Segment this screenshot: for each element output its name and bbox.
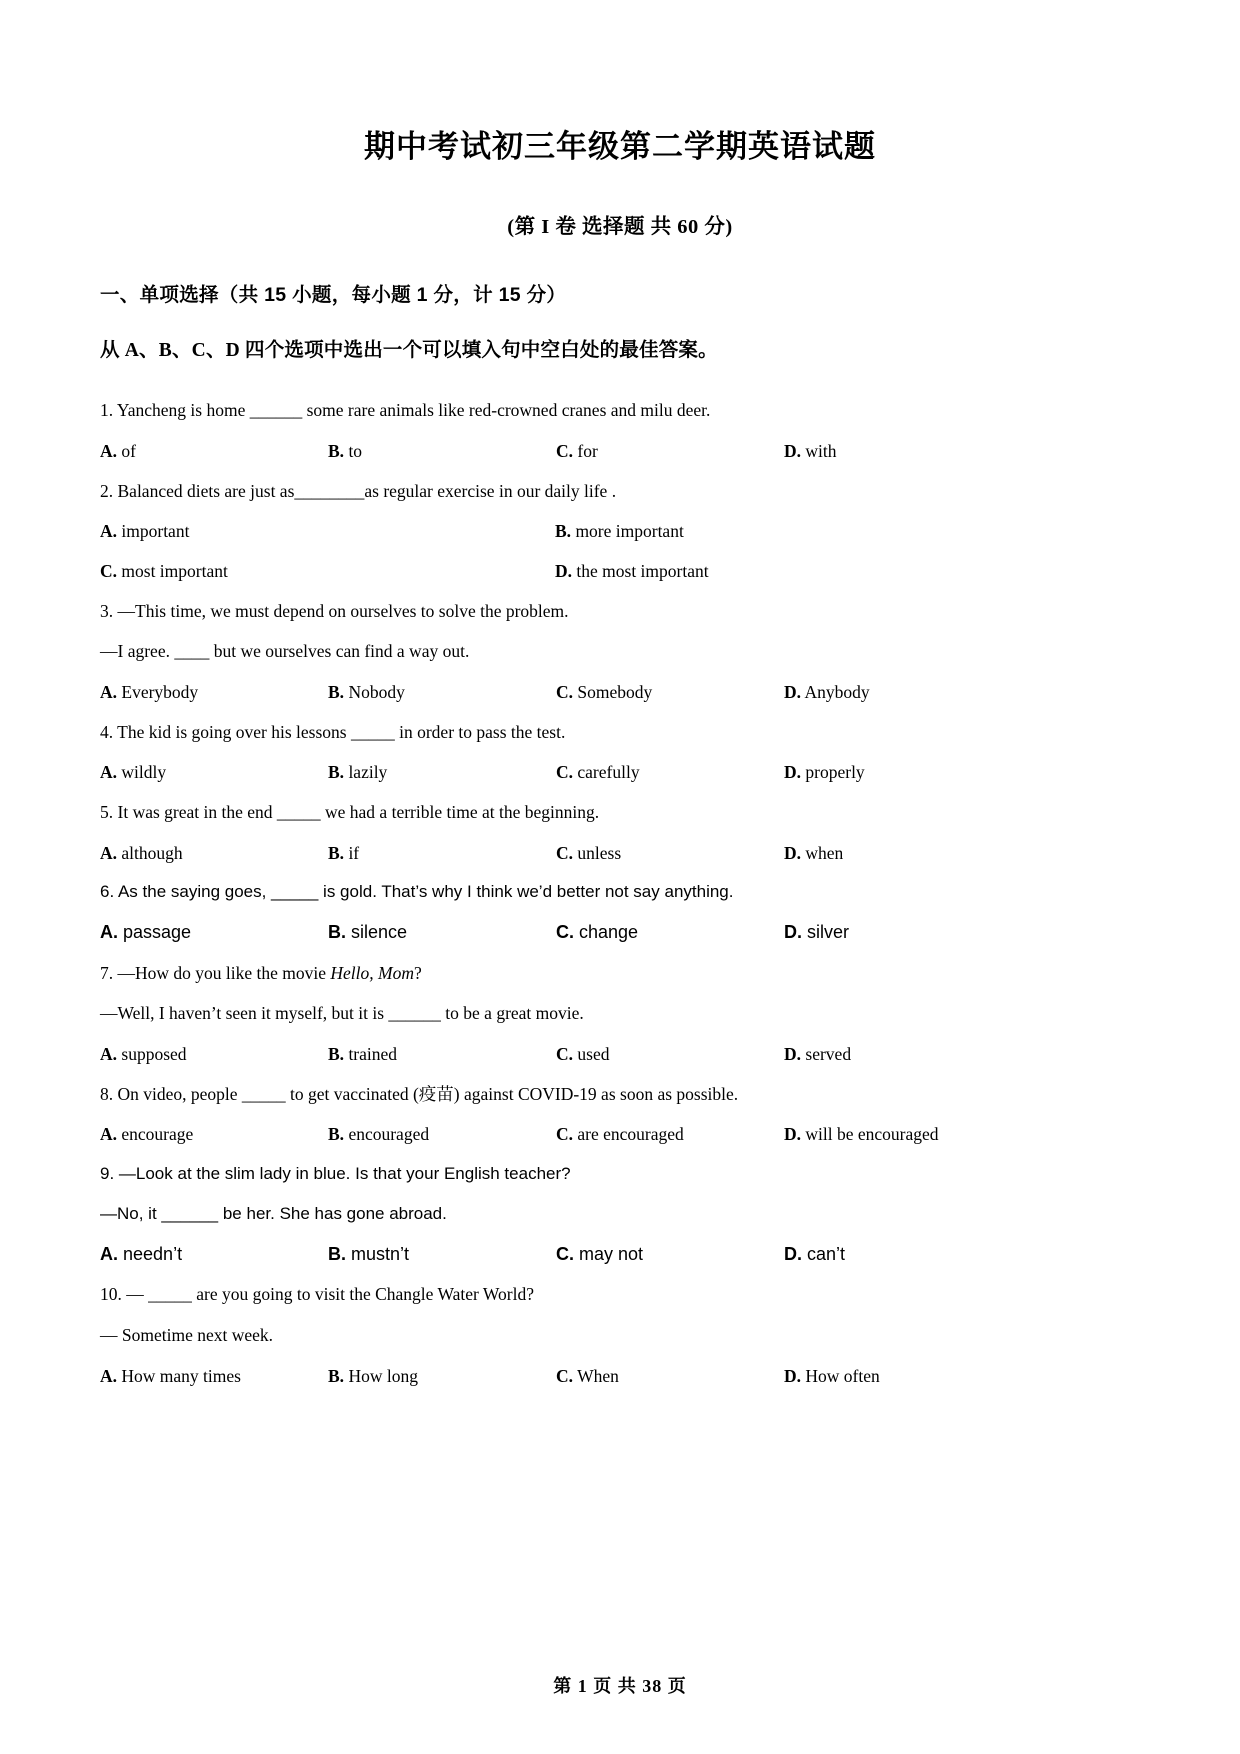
option-text: more important [575,521,684,542]
answer-option[interactable] [784,681,1012,704]
option-text: When [577,1365,619,1386]
question-stem-reply: —No, it ______ be her. She has gone abroad. [100,1204,447,1224]
question-stem: 3. —This time, we must depend on ourselves to solve the problem. [100,600,569,621]
option-row [100,423,1140,463]
option-letter: A. [100,1244,118,1265]
option-row [100,1106,1140,1146]
option-letter: B. [328,1244,346,1265]
answer-option[interactable] [556,440,784,463]
option-letter: D. [784,922,802,943]
movie-title-italic: Hello, Mom [330,962,414,983]
option-letter: D. [784,1365,802,1386]
option-letter: C. [556,1244,574,1265]
option-letter: B. [328,1044,345,1065]
answer-option[interactable] [100,761,328,784]
option-text: mustn’t [351,1244,410,1265]
option-letter: C. [556,762,574,783]
question-stem: 10. — _____ are you going to visit the Changle Water World? [100,1284,534,1305]
option-letter: A. [100,521,118,542]
option-letter: B. [328,440,345,461]
answer-option[interactable] [784,761,1012,784]
option-text: carefully [577,762,640,783]
question-stem: 4. The kid is going over his lessons _____ in order to pass the test. [100,721,566,742]
answer-option[interactable] [328,440,556,463]
option-text: silence [351,922,408,943]
option-letter: D. [784,762,802,783]
answer-option[interactable] [784,440,1012,463]
option-text: although [121,842,183,863]
answer-option[interactable] [784,921,1012,944]
option-text: How many times [121,1365,241,1386]
option-letter: A. [100,440,118,461]
answer-option[interactable] [555,560,1010,583]
option-text: needn’t [123,1244,183,1265]
question-stem: 6. As the saying goes, _____ is gold. That’s why I think we’d better not say anything. [100,882,734,902]
answer-option[interactable] [100,921,328,944]
option-letter: C. [556,842,574,863]
option-row [100,1026,1140,1066]
question-stem-reply: —Well, I haven’t seen it myself, but it is ______ to be a great movie. [100,1003,584,1024]
option-text: Anybody [804,681,870,702]
answer-option[interactable] [784,1123,1064,1146]
question-list [100,362,1140,1387]
option-text: most important [121,560,228,581]
question-stem-reply: —I agree. ____ but we ourselves can find a way out. [100,641,470,662]
answer-option[interactable] [555,520,1010,543]
answer-option[interactable] [100,1365,328,1388]
option-text: the most important [576,560,709,581]
answer-option[interactable] [100,1243,328,1266]
answer-option[interactable] [328,842,556,865]
question-stem: 9. —Look at the slim lady in blue. Is that your English teacher? [100,1164,571,1184]
option-letter: D. [784,1044,802,1065]
answer-option[interactable] [784,1365,1012,1388]
answer-option[interactable] [556,1123,784,1146]
option-text: Nobody [348,681,405,702]
option-letter: B. [328,681,345,702]
option-text: of [121,440,136,461]
option-text: to [348,440,363,461]
option-text: properly [805,762,865,783]
option-letter: D. [784,1244,802,1265]
option-text: passage [123,922,192,943]
question-stem: 5. It was great in the end _____ we had a terrible time at the beginning. [100,802,600,823]
option-letter: A. [100,1365,118,1386]
option-letter: B. [328,922,346,943]
option-text: are encouraged [577,1124,684,1145]
answer-option[interactable] [328,761,556,784]
option-letter: C. [556,681,574,702]
option-row [100,1348,1140,1388]
answer-option[interactable] [328,1123,556,1146]
option-text: will be encouraged [805,1124,939,1145]
option-letter: B. [328,842,345,863]
option-text: served [805,1044,852,1065]
answer-option[interactable] [784,842,1012,865]
page-title: 期中考试初三年级第二学期英语试题 [364,129,876,164]
answer-option[interactable] [100,681,328,704]
page-footer: 第 1 页 共 38 页 [553,1676,687,1696]
option-text: important [121,521,190,542]
option-text: encourage [121,1124,194,1145]
section-heading-multiple-choice: 一、单项选择（共 15 小题，每小题 1 分，计 15 分） [100,284,567,307]
option-row [100,744,1140,784]
option-letter: A. [100,922,118,943]
option-letter: B. [328,1365,345,1386]
option-text: silver [807,922,850,943]
option-text: Somebody [577,681,653,702]
option-text: Everybody [121,681,199,702]
option-text: How long [348,1365,418,1386]
option-text: encouraged [348,1124,430,1145]
option-letter: A. [100,1124,118,1145]
answer-option[interactable] [100,1123,328,1146]
option-letter: A. [100,681,118,702]
option-letter: C. [100,560,118,581]
paper-part-subtitle: (第 I 卷 选择题 共 60 分) [507,216,733,239]
option-letter: D. [784,842,802,863]
option-text: change [579,922,639,943]
answer-option[interactable] [328,1365,556,1388]
answer-option[interactable] [100,520,555,543]
option-letter: D. [784,1124,802,1145]
option-letter: B. [328,762,345,783]
option-letter: C. [556,1044,574,1065]
option-letter: A. [100,762,118,783]
option-text: can’t [807,1244,846,1265]
answer-option[interactable] [556,761,784,784]
answer-option[interactable] [100,842,328,865]
answer-option[interactable] [100,440,328,463]
option-letter: D. [784,440,802,461]
answer-option[interactable] [556,1043,784,1066]
option-text: may not [579,1244,644,1265]
option-text: supposed [121,1044,187,1065]
option-text: with [805,440,837,461]
option-row [100,904,1140,944]
option-text: when [805,842,844,863]
option-row [100,1226,1140,1266]
answer-option[interactable] [784,1243,1012,1266]
option-text: unless [577,842,622,863]
answer-option[interactable] [556,921,784,944]
answer-option[interactable] [556,842,784,865]
option-row [100,825,1140,865]
option-letter: D. [555,560,573,581]
answer-option[interactable] [328,1043,556,1066]
answer-option[interactable] [328,921,556,944]
option-text: lazily [348,762,388,783]
option-row [100,664,1140,704]
option-text: used [577,1044,610,1065]
option-letter: B. [328,1124,345,1145]
answer-option[interactable] [556,1365,784,1388]
option-letter: C. [556,922,574,943]
option-letter: C. [556,1365,574,1386]
answer-option[interactable] [100,1043,328,1066]
option-letter: C. [556,440,574,461]
answer-option[interactable] [556,681,784,704]
question-stem-reply: — Sometime next week. [100,1325,274,1346]
option-letter: C. [556,1124,574,1145]
option-row [100,543,1140,583]
option-text: How often [805,1365,880,1386]
option-text: trained [348,1044,398,1065]
option-row [100,503,1140,543]
option-letter: A. [100,1044,118,1065]
answer-option[interactable] [784,1043,1012,1066]
option-letter: B. [555,521,572,542]
option-letter: A. [100,842,118,863]
option-letter: D. [784,681,802,702]
answer-option[interactable] [556,1243,784,1266]
question-stem: 8. On video, people _____ to get vaccinated (疫苗) against COVID-19 as soon as possible. [100,1083,739,1104]
option-text: if [348,842,360,863]
section-directions: 从 A、B、C、D 四个选项中选出一个可以填入句中空白处的最佳答案。 [100,340,718,362]
question-stem: 2. Balanced diets are just as________as regular exercise in our daily life . [100,480,617,501]
answer-option[interactable] [328,1243,556,1266]
question-stem: 7. —How do you like the movie Hello, Mom? [100,962,422,983]
answer-option[interactable] [328,681,556,704]
option-text: wildly [121,762,167,783]
answer-option[interactable] [100,560,555,583]
question-stem: 1. Yancheng is home ______ some rare animals like red-crowned cranes and milu deer. [100,400,711,421]
option-text: for [577,440,598,461]
